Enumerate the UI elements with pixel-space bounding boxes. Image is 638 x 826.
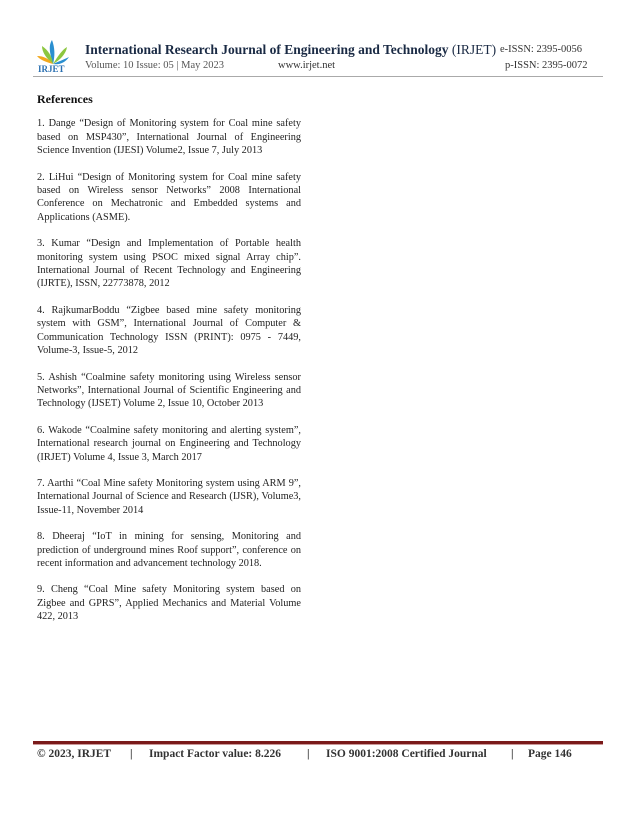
reference-item: 5. Ashish “Coalmine safety monitoring using Wireless sensor Networks”, International Journal of Scientific Engineering and Technology (IJSET) Volume 2, Issue 10, October 2013	[37, 371, 301, 410]
reference-item: 8. Dheeraj “IoT in mining for sensing, Monitoring and prediction of underground mines Roof support”, conference on recent information and advancement technology 2018.	[37, 531, 301, 569]
reference-item: 9. Cheng “Coal Mine safety Monitoring system based on Zigbee and GPRS”, Applied Mechanics and Material Volume 422, 2013	[37, 584, 301, 623]
reference-item: 3. Kumar “Design and Implementation of Portable health monitoring system using PSOC mixed signal Array chip”. International Journal of Recent Technology and Engineering (IJRTE), ISSN, 22773878, 2012	[37, 238, 301, 290]
reference-item: 7. Aarthi “Coal Mine safety Monitoring system using ARM 9”, International Journal of Science and Research (IJSR), Volume3, Issue-11, November 2014	[37, 477, 301, 516]
journal-name: International Research Journal of Engineering and Technology	[85, 42, 449, 57]
reference-item: 4. RajkumarBoddu “Zigbee based mine safety monitoring system with GSM”, International Journal of Computer & Communication Technology ISSN (PRINT): 0975 - 7449, Volume-3, Issue-5, 2012	[37, 304, 301, 357]
footer-copyright: © 2023, IRJET	[37, 748, 112, 760]
footer-divider	[33, 741, 603, 745]
footer-separator: |	[511, 748, 514, 760]
footer-impact-factor: Impact Factor value: 8.226	[149, 748, 282, 760]
volume-info: Volume: 10 Issue: 05 | May 2023	[85, 60, 224, 71]
journal-abbr: (IRJET)	[451, 42, 497, 57]
journal-title	[85, 42, 496, 58]
p-issn: p-ISSN: 2395-0072	[505, 60, 588, 71]
footer-separator: |	[130, 748, 133, 760]
website-link[interactable]: www.irjet.net	[278, 60, 336, 71]
references-heading: References	[37, 92, 93, 106]
reference-item: 6. Wakode “Coalmine safety monitoring and alerting system”, International research journal on Engineering and Technology (IRJET) Volume 4, Issue 3, March 2017	[37, 424, 301, 463]
footer-separator: |	[307, 748, 310, 760]
logo-text: IRJET	[38, 64, 65, 74]
e-issn: e-ISSN: 2395-0056	[500, 44, 582, 55]
references-section	[37, 93, 301, 637]
header-divider	[33, 76, 603, 77]
reference-item: 2. LiHui “Design of Monitoring system for Coal mine safety based on Wireless sensor Networks” 2008 International Conference on Mechatronic and Embedded systems and Applications (ASME).	[37, 171, 301, 223]
reference-item: 1. Dange “Design of Monitoring system for Coal mine safety based on MSP430”, International Journal of Engineering Science Invention (IJESI) Volume2, Issue 7, July 2013	[37, 118, 301, 157]
footer-iso: ISO 9001:2008 Certified Journal	[326, 748, 487, 760]
footer-page-number: Page 146	[528, 748, 572, 760]
